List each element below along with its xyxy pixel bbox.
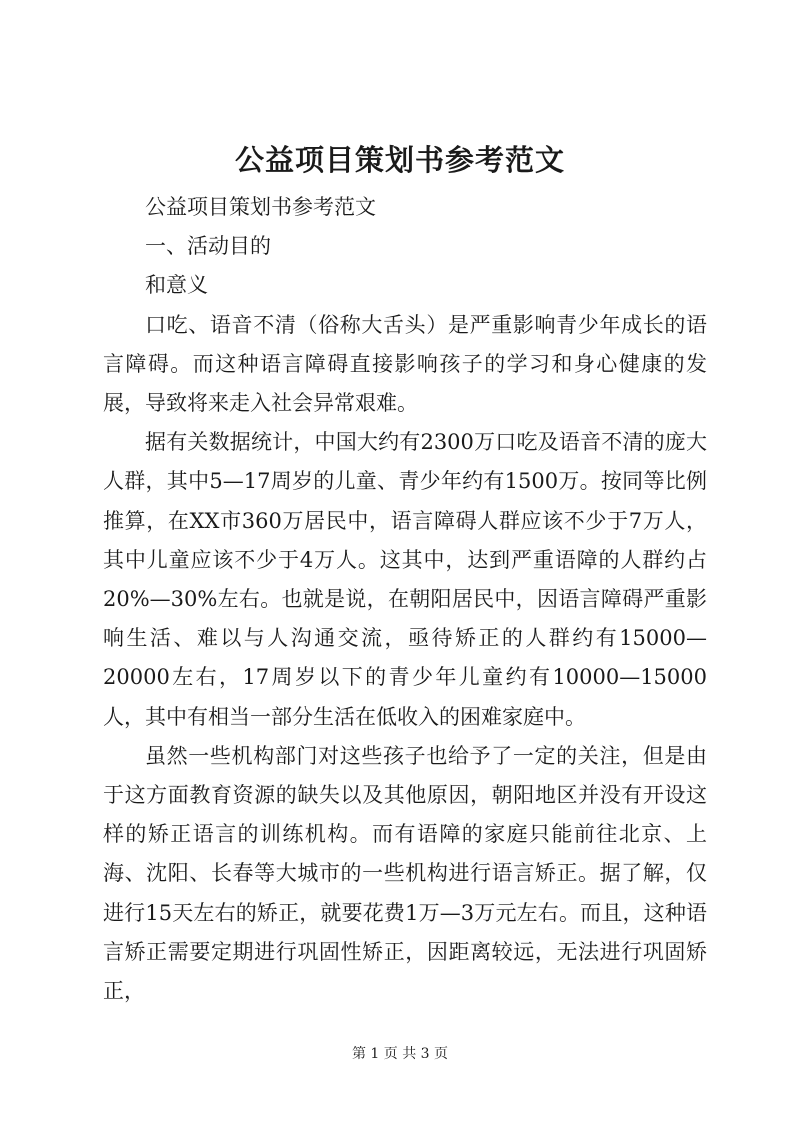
paragraph-section-heading-cont: 和意义 [145, 273, 208, 298]
document-body [103, 188, 707, 1011]
paragraph-subtitle: 公益项目策划书参考范文 [145, 195, 376, 219]
paragraph-body: 口吃、语音不清（俗称大舌头）是严重影响青少年成长的语言障碍。而这种语言障碍直接影响孩子的学习和身心健康的发展，导致将来走入社会异常艰难。 [103, 312, 707, 416]
paragraph-body: 虽然一些机构部门对这些孩子也给予了一定的关注，但是由于这方面教育资源的缺失以及其他原因，朝阳地区并没有开设这样的矫正语言的训练机构。而有语障的家庭只能前往北京、上海、沈阳、长春等大城市的一些机构进行语言矫正。据了解，仅进行15天左右的矫正，就要花费1万—3万元左右。而且，这种语言矫正需要定期进行巩固性矫正，因距离较远，无法进行巩固矫正， [103, 743, 707, 1004]
document-title: 公益项目策划书参考范文 [234, 143, 565, 177]
paragraph-section-heading: 一、活动目的 [145, 234, 271, 259]
paragraph-body: 据有关数据统计，中国大约有2300万口吃及语音不清的庞大人群，其中5—17周岁的儿童、青少年约有1500万。按同等比例推算，在XX市360万居民中，语言障碍人群应该不少于7万人，其中儿童应该不少于4万人。这其中，达到严重语障的人群约占20%—30%左右。也就是说，在朝阳居民中，因语言障碍严重影响生活、难以与人沟通交流，亟待矫正的人群约有15000—20000左右，17周岁以下的青少年儿童约有10000—15000人，其中有相当一部分生活在低收入的困难家庭中。 [103, 430, 707, 729]
page-number-footer: 第 1 页 共 3 页 [351, 1046, 449, 1062]
